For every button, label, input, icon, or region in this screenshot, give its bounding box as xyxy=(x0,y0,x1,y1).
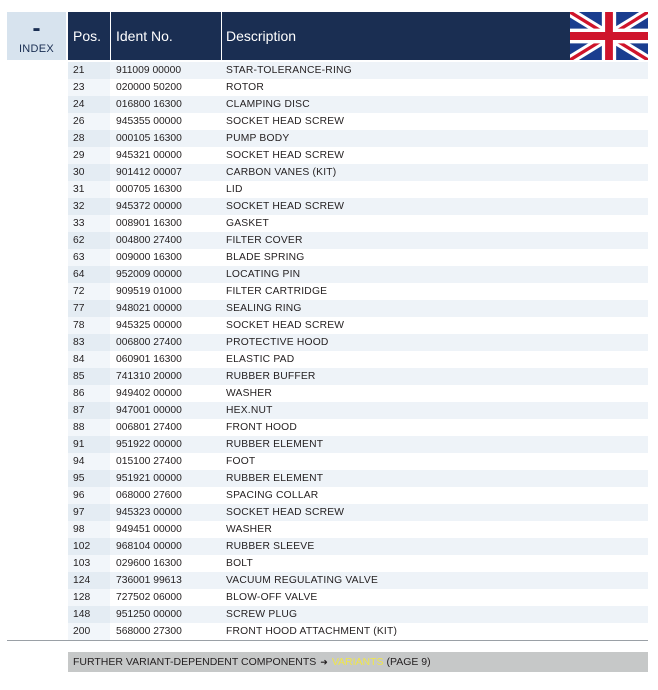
cell-pos: 96 xyxy=(73,490,85,501)
cell-pos: 200 xyxy=(73,626,91,637)
table-row xyxy=(68,572,648,589)
divider xyxy=(7,640,648,641)
table-row xyxy=(68,368,648,385)
header-desc: Description xyxy=(226,28,297,44)
table-row xyxy=(68,538,648,555)
cell-pos: 64 xyxy=(73,269,85,280)
cell-desc: SOCKET HEAD SCREW xyxy=(226,150,345,161)
cell-pos: 83 xyxy=(73,337,85,348)
cell-desc: WASHER xyxy=(226,388,273,399)
table-row xyxy=(68,334,648,351)
cell-ident: 951250 00000 xyxy=(116,609,182,620)
table-row xyxy=(68,147,648,164)
cell-desc: FILTER CARTRIDGE xyxy=(226,286,328,297)
cell-pos: 87 xyxy=(73,405,85,416)
table-row xyxy=(68,504,648,521)
cell-desc: PROTECTIVE HOOD xyxy=(226,337,329,348)
cell-ident: 949451 00000 xyxy=(116,524,182,535)
cell-desc: WASHER xyxy=(226,524,273,535)
table-row xyxy=(68,96,648,113)
cell-desc: FOOT xyxy=(226,456,256,467)
variants-link[interactable]: VARIANTS xyxy=(331,656,384,668)
cell-desc: RUBBER SLEEVE xyxy=(226,541,315,552)
cell-desc: FRONT HOOD ATTACHMENT (KIT) xyxy=(226,626,398,637)
table-row xyxy=(68,470,648,487)
header-ident: Ident No. xyxy=(116,28,173,44)
table-row xyxy=(68,62,648,79)
cell-pos: 62 xyxy=(73,235,85,246)
index-collapse-icon: - xyxy=(32,15,41,42)
header-pos: Pos. xyxy=(73,28,102,44)
table-row xyxy=(68,300,648,317)
cell-ident: 911009 00000 xyxy=(116,65,182,76)
table-row xyxy=(68,232,648,249)
cell-desc: ROTOR xyxy=(226,82,264,93)
cell-ident: 949402 00000 xyxy=(116,388,182,399)
table-row xyxy=(68,79,648,96)
table-row xyxy=(68,266,648,283)
cell-desc: FRONT HOOD xyxy=(226,422,298,433)
cell-ident: 952009 00000 xyxy=(116,269,182,280)
cell-desc: SOCKET HEAD SCREW xyxy=(226,116,345,127)
cell-pos: 86 xyxy=(73,388,85,399)
table-row xyxy=(68,198,648,215)
table-row xyxy=(68,436,648,453)
table-row xyxy=(68,623,648,640)
cell-pos: 148 xyxy=(73,609,91,620)
cell-desc: GASKET xyxy=(226,218,269,229)
table-row xyxy=(68,113,648,130)
table-row xyxy=(68,521,648,538)
cell-pos: 31 xyxy=(73,184,85,195)
cell-pos: 97 xyxy=(73,507,85,518)
cell-ident: 901412 00007 xyxy=(116,167,182,178)
cell-desc: FILTER COVER xyxy=(226,235,303,246)
cell-desc: SPACING COLLAR xyxy=(226,490,319,501)
cell-ident: 945325 00000 xyxy=(116,320,182,331)
cell-desc: CARBON VANES (KIT) xyxy=(226,167,337,178)
table-row xyxy=(68,402,648,419)
cell-desc: BOLT xyxy=(226,558,253,569)
cell-desc: STAR-TOLERANCE-RING xyxy=(226,65,352,76)
cell-pos: 78 xyxy=(73,320,85,331)
cell-pos: 84 xyxy=(73,354,85,365)
index-tab[interactable] xyxy=(7,12,66,60)
cell-ident: 736001 99613 xyxy=(116,575,182,586)
cell-ident: 060901 16300 xyxy=(116,354,182,365)
footer-bar xyxy=(68,652,648,672)
cell-desc: SEALING RING xyxy=(226,303,302,314)
cell-ident: 947001 00000 xyxy=(116,405,182,416)
cell-desc: CLAMPING DISC xyxy=(226,99,310,110)
cell-ident: 951921 00000 xyxy=(116,473,182,484)
table-row xyxy=(68,555,648,572)
cell-ident: 009000 16300 xyxy=(116,252,182,263)
cell-desc: SOCKET HEAD SCREW xyxy=(226,507,345,518)
table-row xyxy=(68,249,648,266)
cell-ident: 006801 27400 xyxy=(116,422,182,433)
cell-pos: 26 xyxy=(73,116,85,127)
cell-pos: 95 xyxy=(73,473,85,484)
cell-pos: 94 xyxy=(73,456,85,467)
uk-flag-icon[interactable] xyxy=(570,12,648,60)
cell-desc: LOCATING PIN xyxy=(226,269,301,280)
cell-desc: SCREW PLUG xyxy=(226,609,298,620)
cell-ident: 945355 00000 xyxy=(116,116,182,127)
table-row xyxy=(68,164,648,181)
cell-ident: 945323 00000 xyxy=(116,507,182,518)
cell-pos: 21 xyxy=(73,65,85,76)
cell-ident: 006800 27400 xyxy=(116,337,182,348)
cell-ident: 004800 27400 xyxy=(116,235,182,246)
footer-text: FURTHER VARIANT-DEPENDENT COMPONENTS xyxy=(73,656,317,668)
table-row xyxy=(68,351,648,368)
cell-desc: BLADE SPRING xyxy=(226,252,305,263)
cell-pos: 91 xyxy=(73,439,85,450)
table-row xyxy=(68,606,648,623)
cell-pos: 102 xyxy=(73,541,91,552)
cell-pos: 63 xyxy=(73,252,85,263)
cell-ident: 945321 00000 xyxy=(116,150,182,161)
cell-ident: 000105 16300 xyxy=(116,133,182,144)
cell-pos: 30 xyxy=(73,167,85,178)
cell-ident: 727502 06000 xyxy=(116,592,182,603)
cell-pos: 77 xyxy=(73,303,85,314)
cell-ident: 000705 16300 xyxy=(116,184,182,195)
cell-desc: LID xyxy=(226,184,243,195)
cell-pos: 103 xyxy=(73,558,91,569)
cell-pos: 24 xyxy=(73,99,85,110)
parts-table xyxy=(68,62,648,640)
cell-pos: 29 xyxy=(73,150,85,161)
cell-ident: 948021 00000 xyxy=(116,303,182,314)
table-row xyxy=(68,130,648,147)
footer-page-ref: (PAGE 9) xyxy=(386,656,431,668)
cell-desc: SOCKET HEAD SCREW xyxy=(226,201,345,212)
cell-ident: 568000 27300 xyxy=(116,626,182,637)
cell-desc: RUBBER ELEMENT xyxy=(226,439,324,450)
table-row xyxy=(68,385,648,402)
cell-desc: PUMP BODY xyxy=(226,133,290,144)
cell-ident: 741310 20000 xyxy=(116,371,182,382)
cell-pos: 28 xyxy=(73,133,85,144)
table-row xyxy=(68,215,648,232)
cell-ident: 909519 01000 xyxy=(116,286,182,297)
cell-pos: 32 xyxy=(73,201,85,212)
cell-pos: 72 xyxy=(73,286,85,297)
cell-pos: 85 xyxy=(73,371,85,382)
cell-desc: RUBBER ELEMENT xyxy=(226,473,324,484)
cell-pos: 128 xyxy=(73,592,91,603)
cell-pos: 124 xyxy=(73,575,91,586)
cell-pos: 88 xyxy=(73,422,85,433)
table-row xyxy=(68,453,648,470)
cell-desc: ELASTIC PAD xyxy=(226,354,295,365)
cell-pos: 98 xyxy=(73,524,85,535)
cell-desc: RUBBER BUFFER xyxy=(226,371,316,382)
cell-desc: BLOW-OFF VALVE xyxy=(226,592,318,603)
cell-desc: VACUUM REGULATING VALVE xyxy=(226,575,379,586)
cell-pos: 33 xyxy=(73,218,85,229)
cell-ident: 945372 00000 xyxy=(116,201,182,212)
table-row xyxy=(68,589,648,606)
table-row xyxy=(68,487,648,504)
table-row xyxy=(68,283,648,300)
cell-ident: 015100 27400 xyxy=(116,456,182,467)
cell-ident: 951922 00000 xyxy=(116,439,182,450)
table-row xyxy=(68,317,648,334)
cell-desc: HEX.NUT xyxy=(226,405,273,416)
arrow-right-icon: ➜ xyxy=(320,657,328,667)
table-row xyxy=(68,181,648,198)
cell-ident: 008901 16300 xyxy=(116,218,182,229)
cell-desc: SOCKET HEAD SCREW xyxy=(226,320,345,331)
cell-ident: 968104 00000 xyxy=(116,541,182,552)
cell-ident: 029600 16300 xyxy=(116,558,182,569)
table-row xyxy=(68,419,648,436)
cell-ident: 020000 50200 xyxy=(116,82,182,93)
index-label: INDEX xyxy=(18,43,55,55)
cell-pos: 23 xyxy=(73,82,85,93)
cell-ident: 068000 27600 xyxy=(116,490,182,501)
table-header xyxy=(68,12,648,60)
cell-ident: 016800 16300 xyxy=(116,99,182,110)
